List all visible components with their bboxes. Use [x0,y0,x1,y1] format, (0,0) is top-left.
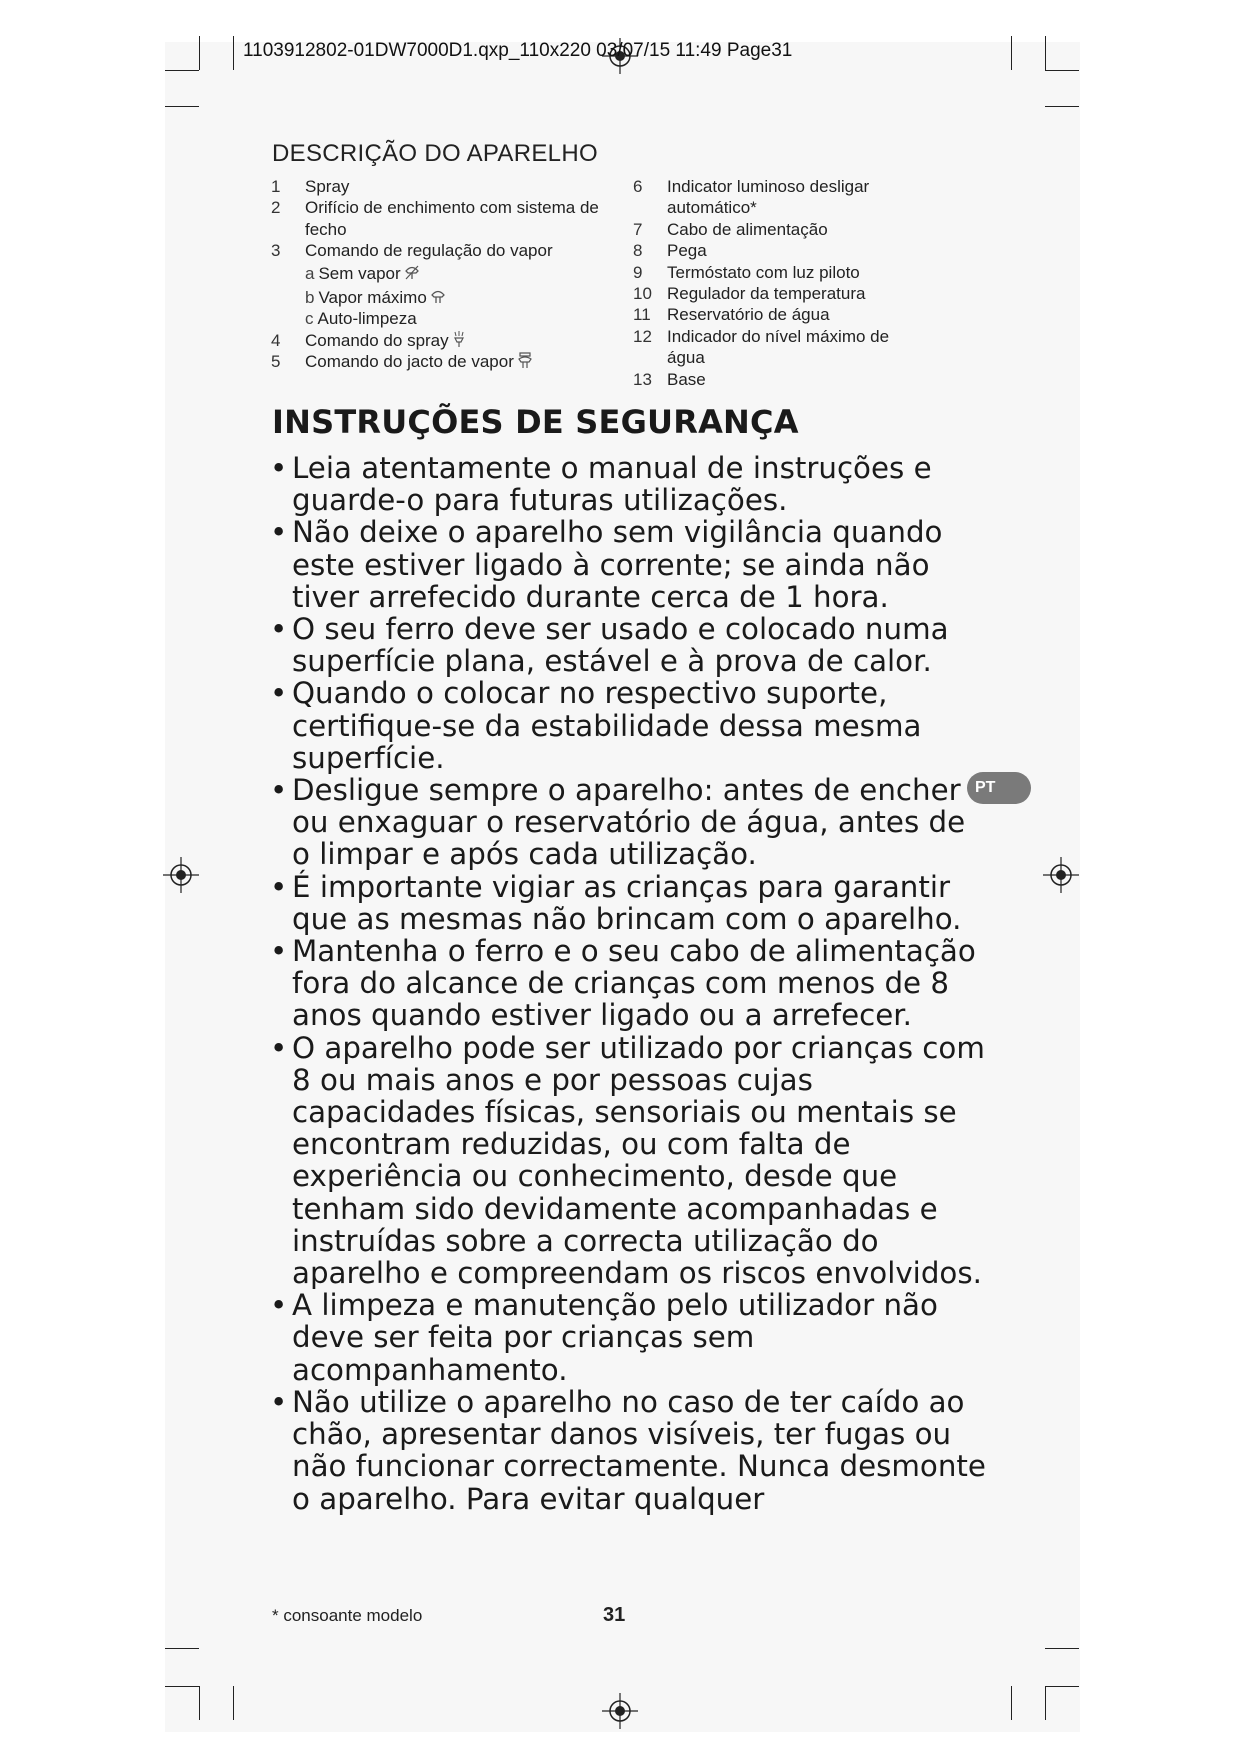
spray-icon [452,330,466,348]
crop-mark [1045,1648,1079,1649]
part-subitem: c Auto-limpeza [305,309,417,329]
print-file-info: 1103912802-01DW7000D1.qxp_110x220 03/07/15 11:49 Page31 [243,40,793,61]
registration-mark-icon [602,1693,638,1729]
safety-bullet: • Desligue sempre o aparelho: antes de encher ou enxaguar o reservatório de água, antes de o limpar e após cada utilização. [270,774,990,871]
registration-mark-icon [163,857,199,893]
crop-mark [1045,106,1079,107]
crop-mark [233,36,234,70]
crop-mark [165,106,199,107]
crop-mark [1045,70,1079,71]
safety-bullet: • O aparelho pode ser utilizado por crianças com 8 ou mais anos e por pessoas cujas capacidades físicas, sensoriais ou mentais se encontram reduzidas, ou com falta de experiência ou conhecimento, desde que tenham sido devidamente acompanhadas e instruídas sobre a correcta utilização do aparelho e compreendam os riscos envolvidos. [270,1032,990,1290]
no-steam-icon [404,263,420,281]
safety-bullet: • Quando o colocar no respectivo suporte, certifique-se da estabilidade dessa mesma superfície. [270,677,990,774]
part-item: 9 Termóstato com luz piloto [633,262,860,282]
part-subitem: a Sem vapor [271,263,611,284]
safety-bullet: • É importante vigiar as crianças para garantir que as mesmas não brincam com o aparelho. [270,871,990,935]
safety-bullet: • Não deixe o aparelho sem vigilância quando este estiver ligado à corrente; se ainda não tiver arrefecido durante cerca de 1 hora. [270,516,990,613]
crop-mark [165,70,199,71]
crop-mark [1045,1686,1046,1720]
safety-title: INSTRUÇÕES DE SEGURANÇA [272,403,799,441]
part-item: 8 Pega [633,241,707,261]
safety-bullet: • Leia atentamente o manual de instruções e guarde-o para futuras utilizações. [270,452,990,516]
part-item: 13 Base [633,369,706,389]
crop-mark [1011,1686,1012,1720]
part-item: 1 Spray [271,177,350,196]
part-item: 7 Cabo de alimentação [633,219,828,239]
part-item: 12 Indicador do nível máximo de água [633,326,890,368]
part-item: 3 Comando de regulação do vapor [271,241,553,261]
crop-mark [1011,36,1012,70]
safety-bullet: • O seu ferro deve ser usado e colocado numa superfície plana, estável e à prova de calor. [270,613,990,677]
crop-mark [165,1648,199,1649]
part-item: 11 Reservatório de água [633,305,830,325]
crop-mark [165,1686,199,1687]
safety-bullet: • Não utilize o aparelho no caso de ter caído ao chão, apresentar danos visíveis, ter fugas ou não funcionar correctamente. Nunca desmonte o aparelho. Para evitar qualquer [270,1386,990,1515]
registration-mark-icon [1043,857,1079,893]
crop-mark [1045,36,1046,70]
part-item: 4 Comando do spray [271,330,611,351]
parts-list-right [633,176,923,390]
part-subitem: b Vapor máximo [271,287,611,308]
part-item: 6 Indicator luminoso desligar automático* [633,177,870,218]
part-item: 2 Orifício de enchimento com sistema de fecho [271,198,599,239]
page-number: 31 [603,1604,626,1626]
part-item: 10 Regulador da temperatura [633,284,866,304]
parts-list-left [271,176,611,373]
safety-bullet: • Mantenha o ferro e o seu cabo de alimentação fora do alcance de crianças com menos de 8 anos quando estiver ligado ou a arrefecer. [270,935,990,1032]
steam-jet-icon [517,351,533,369]
crop-mark [199,36,200,70]
description-title: DESCRIÇÃO DO APARELHO [272,140,598,167]
part-item: 5 Comando do jacto de vapor [271,351,611,372]
crop-mark [233,1686,234,1720]
safety-instructions-list [270,452,990,1515]
footnote: * consoante modelo [272,1606,423,1625]
safety-bullet: • A limpeza e manutenção pelo utilizador não deve ser feita por crianças sem acompanhamento. [270,1289,990,1386]
language-tab: PT [967,772,1031,804]
max-steam-icon [430,287,446,305]
crop-mark [1045,1686,1079,1687]
crop-mark [199,1686,200,1720]
